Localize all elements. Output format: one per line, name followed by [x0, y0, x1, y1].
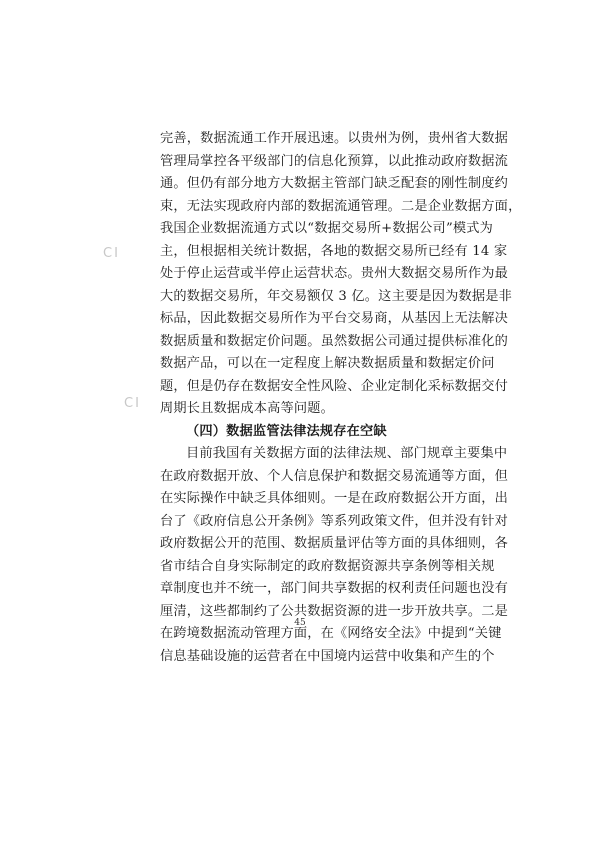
paragraph-line: 束，无法实现政府内部的数据流通管理。二是企业数据方面，: [160, 198, 522, 214]
paragraph-line: 我国企业数据流通方式以“数据交易所+数据公司”模式为: [160, 221, 494, 236]
paragraph-line: 大的数据交易所，年交易额仅 3 亿。这主要是因为数据是非: [160, 288, 513, 304]
paragraph-line: 标品，因此数据交易所作为平台交易商，从基因上无法解决: [160, 311, 509, 326]
paragraph-line: 通。但仍有部分地方大数据主管部门缺乏配套的刚性制度约: [160, 176, 509, 191]
paragraph-line: 目前我国有关数据方面的法律法规、部门规章主要集中: [186, 446, 508, 461]
paragraph-line: 省市结合自身实际制定的政府数据资源共享条例等相关规: [160, 558, 495, 574]
paragraph-line: 在政府数据开放、个人信息保护和数据交易流通等方面，但: [160, 468, 509, 484]
paragraph-line: 厘清，这些都制约了公共数据资源的进一步开放共享。二是: [160, 603, 509, 619]
paragraph-line: 处于停止运营或半停止运营状态。贵州大数据交易所作为最: [160, 266, 509, 281]
watermark-text: CI: [124, 396, 141, 411]
paragraph-line: 主，但根据相关统计数据，各地的数据交易所已经有 14 家: [160, 243, 508, 259]
paragraph-line: 信息基础设施的运营者在中国境内运营中收集和产生的个: [160, 648, 495, 664]
page-number: 45: [294, 618, 306, 628]
watermark-text: CI: [103, 246, 120, 261]
paragraph-line: 周期长且数据成本高等问题。: [160, 401, 335, 416]
paragraph-line: 在实际操作中缺乏具体细则。一是在政府数据公开方面，出: [160, 491, 509, 506]
paragraph-line: 数据产品，可以在一定程度上解决数据质量和数据定价问: [160, 356, 495, 371]
section-heading: （四）数据监管法律法规存在空缺: [186, 423, 387, 439]
paragraph-line: 在跨境数据流动管理方面，在《网络安全法》中提到“关键: [160, 626, 502, 641]
paragraph-line: 数据质量和数据定价问题。虽然数据公司通过提供标准化的: [160, 333, 509, 349]
paragraph-line: 完善，数据流通工作开展迅速。以贵州为例，贵州省大数据: [160, 131, 509, 146]
body-text: [160, 128, 522, 668]
paragraph-line: 题，但是仍存在数据安全性风险、企业定制化采标数据交付: [160, 378, 509, 394]
paragraph-line: 政府数据公开的范围、数据质量评估等方面的具体细则，各: [160, 536, 509, 551]
paragraph-line: 台了《政府信息公开条例》等系列政策文件，但并没有针对: [160, 513, 509, 529]
paragraph-line: 管理局掌控各平级部门的信息化预算，以此推动政府数据流: [160, 153, 509, 169]
paragraph-line: 章制度也并不统一，部门间共享数据的权利责任问题也没有: [160, 581, 509, 596]
